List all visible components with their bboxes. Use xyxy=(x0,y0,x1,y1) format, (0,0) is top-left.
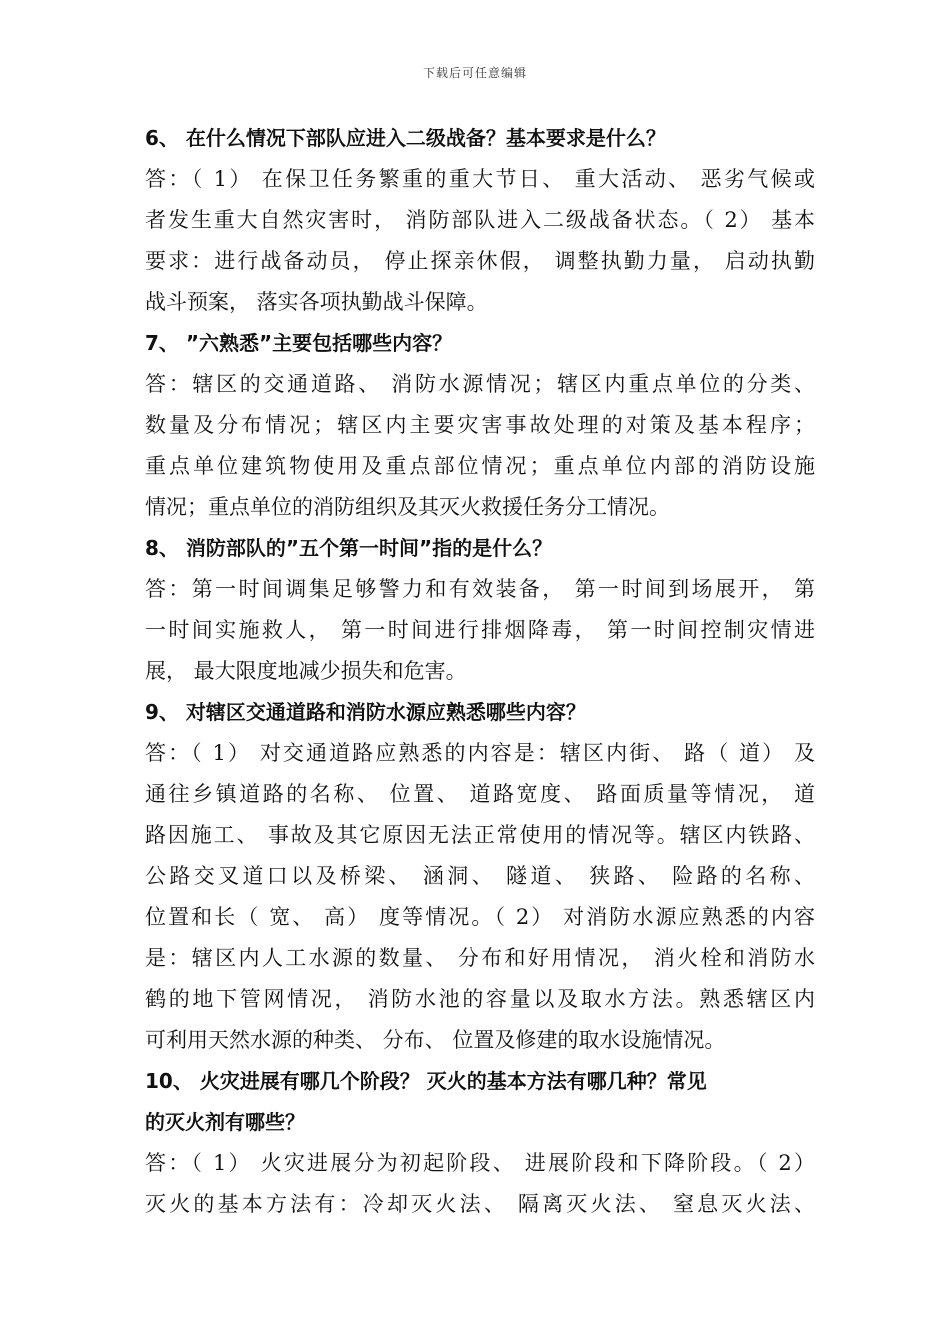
answer-9-line-3: 路因施工、 事故及其它原因无法正常使用的情况等。辖区内铁路、 xyxy=(145,823,815,847)
qa-item-8 xyxy=(145,528,815,692)
answer-9-line-6: 是：辖区内人工水源的数量、 分布和好用情况， 消火栓和消防水 xyxy=(145,946,815,970)
answer-9-line-5: 位置和长（ 宽、 高） 度等情况。（ 2） 对消防水源应熟悉的内容 xyxy=(145,905,815,929)
qa-item-10 xyxy=(145,1061,815,1225)
answer-7-line-3: 重点单位建筑物使用及重点部位情况；重点单位内部的消防设施 xyxy=(145,454,815,478)
answer-10-line-2: 灭火的基本方法有：冷却灭火法、 隔离灭火法、 窒息灭火法、 xyxy=(145,1192,815,1216)
answer-8-line-3: 展， 最大限度地减少损失和危害。 xyxy=(145,659,467,683)
question-6: 6、 在什么情况下部队应进入二级战备？基本要求是什么？ xyxy=(145,126,666,150)
answer-7-line-2: 数量及分布情况；辖区内主要灾害事故处理的对策及基本程序； xyxy=(145,413,815,437)
page-header: 下载后可任意编辑 xyxy=(422,66,527,80)
answer-9-line-2: 通往乡镇道路的名称、 位置、 道路宽度、 路面质量等情况， 道 xyxy=(145,782,815,806)
document-body xyxy=(145,118,815,1225)
answer-9-line-8: 可利用天然水源的种类、 分布、 位置及修建的取水设施情况。 xyxy=(145,1028,726,1052)
answer-10-line-1: 答：（ 1） 火灾进展分为初起阶段、 进展阶段和下降阶段。（ 2） xyxy=(145,1151,815,1175)
answer-6-line-2: 者发生重大自然灾害时， 消防部队进入二级战备状态。（ 2） 基本 xyxy=(145,208,815,232)
answer-6-line-3: 要求：进行战备动员， 停止探亲休假， 调整执勤力量， 启动执勤 xyxy=(145,249,815,273)
qa-item-9 xyxy=(145,692,815,1061)
question-9: 9、 对辖区交通道路和消防水源应熟悉哪些内容？ xyxy=(145,700,586,724)
answer-7-line-4: 情况；重点单位的消防组织及其灭火救援任务分工情况。 xyxy=(145,495,670,519)
question-7: 7、 ”六熟悉”主要包括哪些内容？ xyxy=(145,331,453,355)
answer-6-line-4: 战斗预案， 落实各项执勤战斗保障。 xyxy=(145,290,488,314)
answer-6-line-1: 答：（ 1） 在保卫任务繁重的重大节日、 重大活动、 恶劣气候或 xyxy=(145,167,815,191)
question-10-line-1: 10、 火灾进展有哪几个阶段？ 灭火的基本方法有哪几种？常见 xyxy=(145,1069,707,1093)
question-10-line-2: 的灭火剂有哪些？ xyxy=(145,1110,305,1134)
qa-item-6 xyxy=(145,118,815,323)
question-8: 8、 消防部队的”五个第一时间”指的是什么？ xyxy=(145,536,553,560)
answer-9-line-1: 答：（ 1） 对交通道路应熟悉的内容是：辖区内街、 路（ 道） 及 xyxy=(145,741,815,765)
answer-9-line-4: 公路交叉道口以及桥梁、 涵洞、 隧道、 狭路、 险路的名称、 xyxy=(145,864,815,888)
answer-7-line-1: 答：辖区的交通道路、 消防水源情况；辖区内重点单位的分类、 xyxy=(145,372,815,396)
qa-item-7 xyxy=(145,323,815,528)
answer-8-line-1: 答：第一时间调集足够警力和有效装备， 第一时间到场展开， 第 xyxy=(145,577,815,601)
answer-8-line-2: 一时间实施救人， 第一时间进行排烟降毒， 第一时间控制灾情进 xyxy=(145,618,815,642)
answer-9-line-7: 鹤的地下管网情况， 消防水池的容量以及取水方法。熟悉辖区内 xyxy=(145,987,815,1011)
